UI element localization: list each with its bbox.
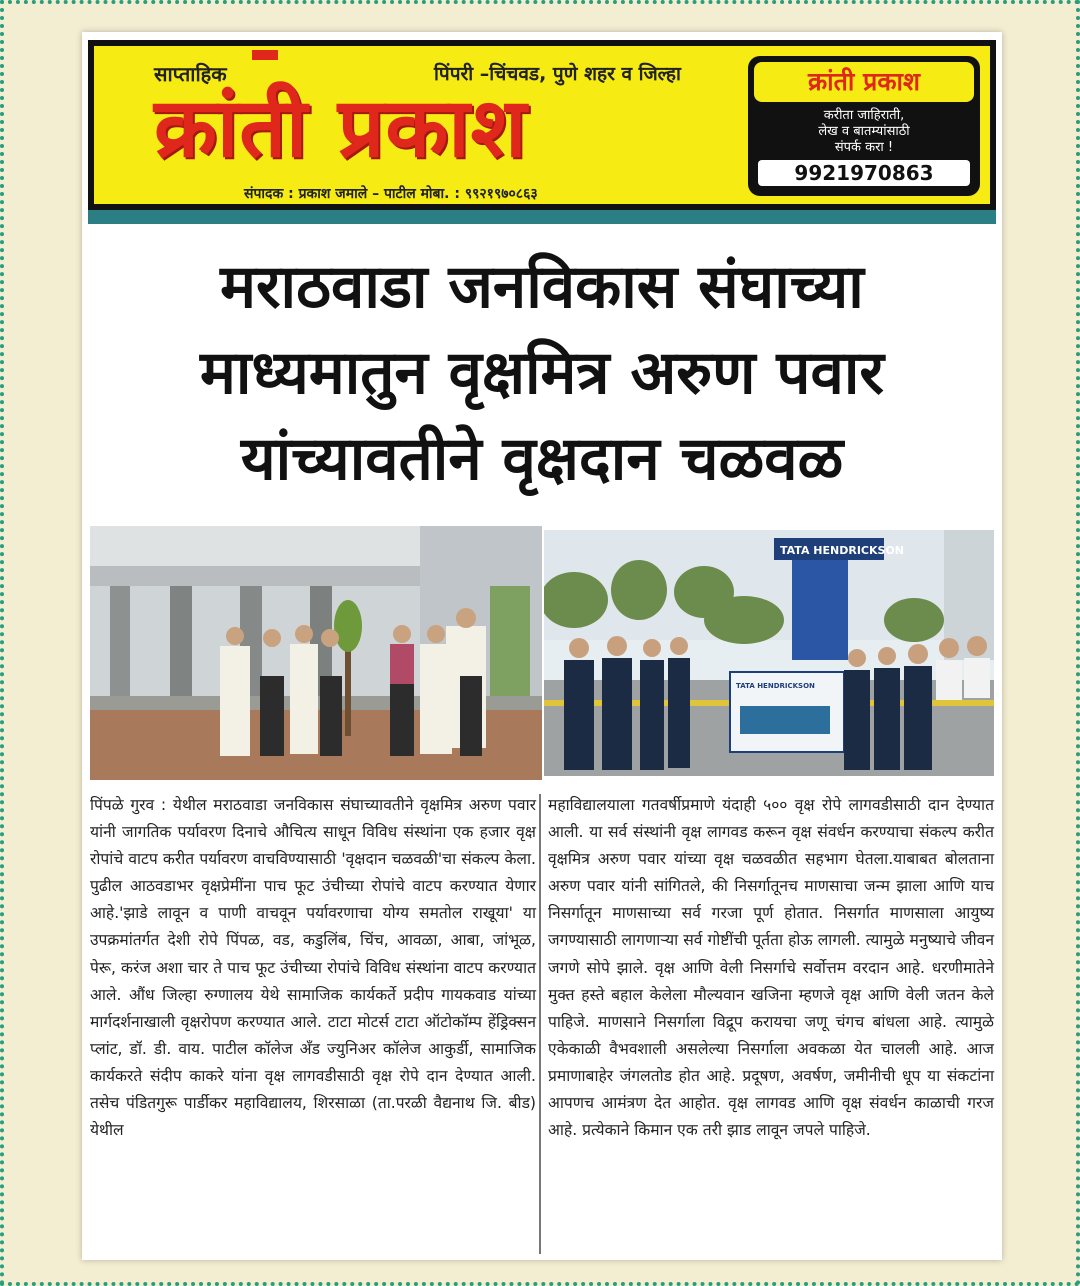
newspaper-title: क्रांती प्रकाश — [154, 81, 528, 176]
ad-line-1: करीता जाहिराती, — [823, 108, 905, 123]
banner-text: TATA HENDRICKSON — [736, 682, 815, 690]
newspaper-clipping — [82, 32, 1002, 1260]
masthead-region: पिंपरी –चिंचवड, पुणे शहर व जिल्हा — [434, 63, 681, 85]
photo-group-tata-hendrickson — [544, 530, 994, 776]
editor-line: संपादक : प्रकाश जमाले – पाटील मोबा. : ९९२१९७०८६३ — [244, 186, 538, 202]
headline-line-1: मराठवाडा जनविकास संघाच्या — [220, 252, 864, 322]
photo-tree-planting — [90, 526, 542, 780]
article-column-left: पिंपळे गुरव : येथील मराठवाडा जनविकास संघाच्यावतीने वृक्षमित्र अरुण पवार यांनी जागतिक पर्यावरण दिनाचे औचित्य साधून विविध संस्थांना एक हजार वृक्ष रोपांचे वाटप करीत पर्यावरण वाचविण्यासाठी 'वृक्षदान चळवळी'चा संकल्प केला. पुढील आठवडाभर वृक्षप्रेमींना पाच फूट उंचीच्या रोपांचे वाटप करण्यात येणार आहे.'झाडे लावून व पाणी वाचवून पर्यावरणाचा योग्य समतोल राखूया' या उपक्रमांतर्गत देशी रोपे पिंपळ, वड, कडुलिंब, चिंच, आवळा, आबा, जांभूळ, पेरू, करंज अशा चार ते पाच फूट उंचीच्या रोपांचे विविध संस्थांना वाटप करण्यात आले. औंध जिल्हा रुग्णालय येथे सामाजिक कार्यकर्ते प्रदीप गायकवाड यांच्या मार्गदर्शनाखाली वृक्षरोपण करण्यात आले. टाटा मोटर्स टाटा ऑटोकॉम्प हेंड्रिक्सन प्लांट, डॉ. डी. वाय. पाटील कॉलेज अँड ज्युनिअर कॉलेज आकुर्डी, सामाजिक कार्यकरते संदीप काकरे यांना वृक्ष लागवडीसाठी वृक्ष रोपे दान देण्यात आली. तसेच पंडितगुरू पार्डीकर महाविद्यालय, शिरसाळा (ता.परळी वैद्यनाथ जि. बीड) येथील — [90, 796, 536, 1140]
masthead — [88, 40, 996, 210]
ad-text — [754, 108, 974, 156]
column-divider — [539, 794, 541, 1254]
advertisement-box — [748, 56, 980, 196]
ad-line-3: संपर्क करा ! — [834, 140, 894, 155]
tata-hendrickson-sign: TATA HENDRICKSON — [780, 544, 904, 557]
headline-line-3: यांच्यावतीने वृक्षदान चळवळ — [240, 424, 844, 494]
masthead-divider — [88, 210, 996, 224]
article-column-right: महाविद्यालयाला गतवर्षीप्रमाणे यंदाही ५०० वृक्ष रोपे लागवडीसाठी दान देण्यात आली. या सर्व संस्थांनी वृक्ष लागवड करून वृक्ष संवर्धन करण्याचा संकल्प करीत वृक्षमित्र अरुण पवार यांच्या वृक्ष चळवळीत सहभाग घेतला.याबाबत बोलताना अरुण पवार यांनी सांगितले, की निसर्गातूनच माणसाचा जन्म झाला आणि याच निसर्गातून माणसाच्या सर्व गरजा पूर्ण होतात. निसर्गात माणसाला आयुष्य जगण्यासाठी लागणाऱ्या सर्व गोष्टींची पूर्तता होऊ लागली. त्यामुळे मनुष्याचे जीवन जगणे सोपे झाले. वृक्ष आणि वेली निसर्गाचे सर्वोत्तम वरदान आहे. धरणीमातेने मुक्त हस्ते बहाल केलेला मौल्यवान खजिना म्हणजे वृक्ष आणि वेली जतन केले पाहिजे. माणसाने निसर्गाला विद्रूप करायचा जणू चंगच बांधला आहे. त्यामुळे एकेकाळी वैभवशाली असलेल्या निसर्गाला अवकळा येत चालली आहे. आज प्रमाणाबाहेर जंगलतोड होत आहे. प्रदूषण, अवर्षण, जमीनीची धूप या संकटांना आपणच आमंत्रण देत आहोत. वृक्ष लागवड आणि वृक्ष संवर्धन काळाची गरज आहे. प्रत्येकाने किमान एक तरी झाड लावून जपले पाहिजे. — [548, 796, 994, 1140]
headline-line-2: माध्यमातुन वृक्षमित्र अरुण पवार — [200, 338, 884, 408]
masthead-accent — [252, 50, 278, 60]
headline — [92, 244, 992, 502]
masthead-weekly-label: साप्ताहिक — [154, 62, 227, 86]
ad-line-2: लेख व बातम्यांसाठी — [818, 124, 910, 139]
ad-title: क्रांती प्रकाश — [754, 62, 974, 102]
masthead-panel — [94, 46, 990, 204]
ad-phone-number: 9921970863 — [758, 160, 970, 186]
